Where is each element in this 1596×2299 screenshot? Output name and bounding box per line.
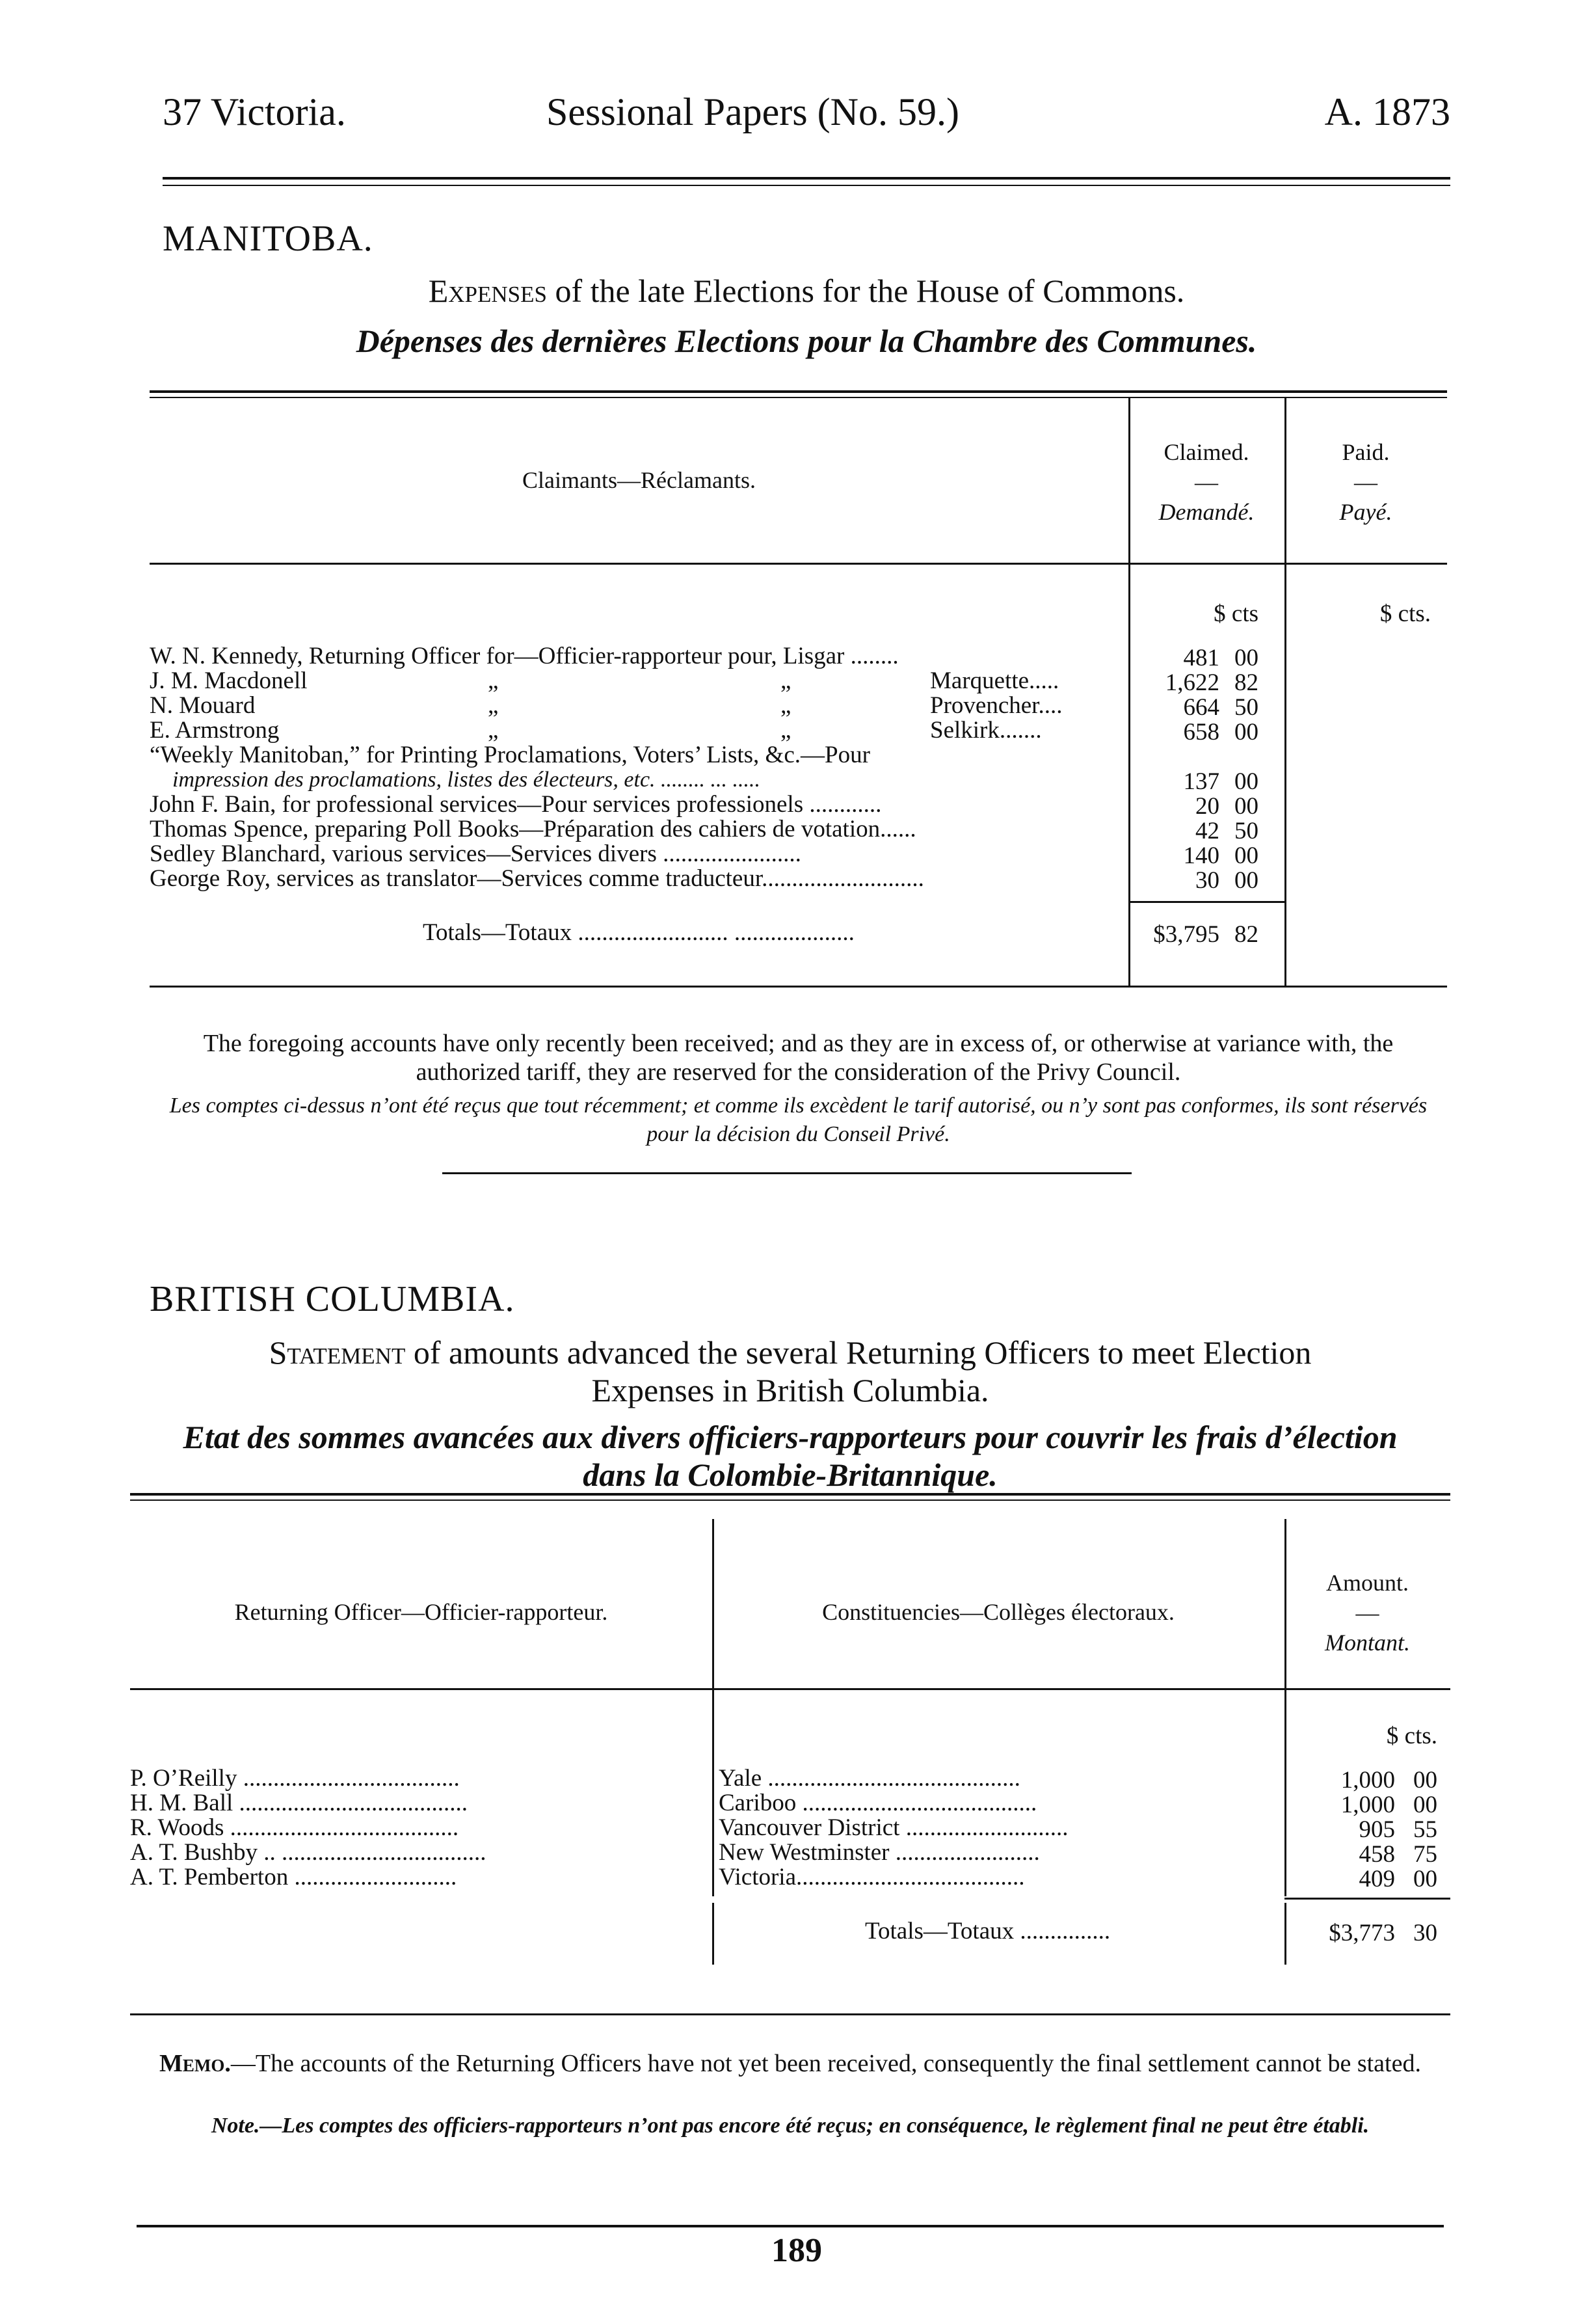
amount-dollars: 1,622 xyxy=(1165,669,1219,696)
totals-dollars: $3,773 xyxy=(1329,1920,1395,1946)
constituency: Cariboo xyxy=(719,1790,797,1816)
totals-dollars: $3,795 xyxy=(1153,921,1219,948)
claimant: Sedley Blanchard, various services—Services divers xyxy=(150,840,657,867)
claimant: John F. Bain, for professional services—Pour services professionels xyxy=(150,791,804,818)
col-claimed xyxy=(1128,437,1284,527)
col-constituencies xyxy=(712,1597,1284,1627)
table-row: H. M. Ball ...................................... xyxy=(130,1790,468,1816)
place: Marquette xyxy=(930,667,1030,694)
place: Provencher xyxy=(930,692,1039,719)
manitoba-title: MANITOBA. xyxy=(163,219,373,259)
table-row: A. T. Bushby .. .................................. xyxy=(130,1839,486,1866)
amount-cents: 75 xyxy=(1413,1841,1437,1868)
amount-dollars: 905 xyxy=(1359,1816,1395,1843)
table-top-rule xyxy=(130,1493,1450,1496)
place: Lisgar xyxy=(782,643,845,669)
table-bottom-rule xyxy=(150,986,1447,988)
amount-dollars: 140 xyxy=(1183,842,1219,869)
bc-subtitle-rest1: of amounts advanced the several Returning Officers to meet Election xyxy=(413,1334,1312,1371)
manitoba-subtitle-rest: of the late Elections for the House of Commons. xyxy=(555,273,1185,309)
amount-cents: 00 xyxy=(1234,719,1258,746)
col-paid-label: Paid. xyxy=(1342,439,1390,465)
paid-units: $ cts. xyxy=(1379,600,1431,627)
manitoba-table xyxy=(150,390,1447,989)
footer-rule xyxy=(137,2225,1444,2227)
amount-cents: 82 xyxy=(1234,669,1258,696)
header-center: Sessional Papers (No. 59.) xyxy=(546,90,959,133)
ditto-mark: „ xyxy=(780,692,791,719)
place: Selkirk xyxy=(930,717,1000,744)
officer: H. M. Ball xyxy=(130,1790,233,1816)
table-row: A. T. Pemberton ........................... xyxy=(130,1864,457,1890)
ditto-mark: „ xyxy=(488,692,499,719)
manitoba-subtitle-en xyxy=(163,272,1450,310)
header-rule-2 xyxy=(163,185,1450,186)
amount-dollars: 137 xyxy=(1183,768,1219,795)
table-row-continuation: impression des proclamations, listes des électeurs, etc. ........ ... ..... xyxy=(172,768,761,792)
bc-memo-fr: Note.—Les comptes des officiers-rapporteurs n’ont pas encore été reçus; en conséquence, le règlement final ne peut être établi. xyxy=(211,2114,1370,2138)
table-row xyxy=(150,743,870,768)
table-row: P. O’Reilly .................................... xyxy=(130,1765,460,1792)
amount-cents: 50 xyxy=(1234,818,1258,844)
ditto-mark: „ xyxy=(488,667,499,694)
claimant: N. Mouard xyxy=(150,692,256,719)
amount-cents: 55 xyxy=(1413,1816,1437,1843)
amount-dollars: 481 xyxy=(1183,645,1219,671)
table-top-rule-2 xyxy=(130,1499,1450,1501)
claimant-continuation: impression des proclamations, listes des électeurs, etc. xyxy=(172,768,656,792)
totals-rule xyxy=(1128,901,1284,903)
amount-cents: 50 xyxy=(1234,694,1258,721)
manitoba-subtitle-cap: Expenses xyxy=(428,273,547,309)
header-rule xyxy=(163,177,1450,180)
ditto-mark: „ xyxy=(488,717,499,744)
claimed-units: $ cts xyxy=(1214,600,1258,627)
claimant: Thomas Spence, preparing Poll Books—Préparation des cahiers de votation xyxy=(150,816,881,842)
col-officer xyxy=(130,1597,712,1627)
table-row: John F. Bain, for professional services—Pour services professionels ............ xyxy=(150,791,882,818)
ditto-mark: „ xyxy=(780,717,791,744)
totals-rule xyxy=(1284,1898,1450,1900)
table-row: Thomas Spence, preparing Poll Books—Préparation des cahiers de votation...... xyxy=(150,816,916,842)
table-head-rule xyxy=(150,563,1447,565)
table-head-rule xyxy=(130,1688,1450,1690)
constituency: Victoria xyxy=(719,1864,797,1890)
manitoba-note-en: The foregoing accounts have only recently been received; and as they are in excess of, or otherwise at variance with, the authorized tariff, they are reserved for the consideration of the Privy Council. xyxy=(203,1030,1394,1086)
col-claimed-label: Claimed. xyxy=(1164,439,1249,465)
officer: P. O’Reilly xyxy=(130,1765,237,1792)
memo-text: —The accounts of the Returning Officers have not yet been received, consequently the final settlement cannot be stated. xyxy=(230,2050,1421,2077)
claimant: J. M. Macdonell xyxy=(150,667,308,694)
bc-subtitle-cap: Statement xyxy=(269,1334,406,1371)
col-claimants-label: Claimants—Réclamants. xyxy=(522,467,756,493)
bc-memo-en xyxy=(130,2049,1450,2078)
amount-dollars: 1,000 xyxy=(1340,1767,1395,1794)
amount-units: $ cts. xyxy=(1386,1723,1437,1749)
claimant: E. Armstrong xyxy=(150,717,280,744)
page-number: 189 xyxy=(771,2232,822,2269)
table-row: Victoria...................................... xyxy=(719,1864,1025,1890)
col-amount xyxy=(1284,1568,1450,1658)
claimant: George Roy, services as translator—Services comme traducteur xyxy=(150,865,762,892)
amount-cents: 00 xyxy=(1413,1792,1437,1818)
header-left: 37 Victoria. xyxy=(163,90,346,133)
table-row: George Roy, services as translator—Services comme traducteur........................... xyxy=(150,865,924,892)
totals-label: Totals—Totaux xyxy=(423,919,572,946)
table-row: E. Armstrong „ „ Selkirk....... xyxy=(150,717,1042,744)
ditto-mark: „ xyxy=(780,667,791,694)
amount-dollars: 20 xyxy=(1195,793,1219,820)
amount-dollars: 30 xyxy=(1195,867,1219,894)
constituency: Yale xyxy=(719,1765,762,1792)
amount-cents: 00 xyxy=(1234,867,1258,894)
amount-cents: 00 xyxy=(1413,1866,1437,1892)
amount-cents: 00 xyxy=(1234,645,1258,671)
bc-subtitle-fr xyxy=(130,1418,1450,1494)
header-right: A. 1873 xyxy=(1324,90,1450,133)
officer: A. T. Pemberton xyxy=(130,1864,289,1890)
totals-cents: 30 xyxy=(1413,1920,1437,1946)
col-divider-2-lower xyxy=(1284,1903,1286,1965)
running-header xyxy=(163,90,1450,142)
table-row: Sedley Blanchard, various services—Services divers ....................... xyxy=(150,840,801,867)
col-amount-fr: Montant. xyxy=(1325,1630,1410,1656)
totals-cents: 82 xyxy=(1234,921,1258,948)
table-row: N. Mouard „ „ Provencher.... xyxy=(150,692,1063,719)
amount-dollars: 658 xyxy=(1183,719,1219,746)
col-officer-label: Returning Officer—Officier-rapporteur. xyxy=(234,1599,608,1625)
col-amount-dash: — xyxy=(1355,1600,1379,1626)
totals-row: Totals—Totaux ......................... .................... xyxy=(423,919,855,946)
bc-subtitle-fr1: Etat des sommes avancées aux divers officiers-rapporteurs pour couvrir les frais d’élection xyxy=(183,1419,1398,1455)
col-claimants xyxy=(150,465,1128,495)
section-divider xyxy=(442,1172,1132,1174)
bc-subtitle-rest2: Expenses in British Columbia. xyxy=(591,1372,989,1408)
amount-cents: 00 xyxy=(1234,842,1258,869)
constituency: Vancouver District xyxy=(719,1814,900,1841)
table-top-rule-2 xyxy=(150,397,1447,398)
amount-dollars: 1,000 xyxy=(1340,1792,1395,1818)
totals-label: Totals—Totaux xyxy=(865,1918,1015,1944)
manitoba-subtitle-fr: Dépenses des dernières Elections pour la Chambre des Communes. xyxy=(356,323,1257,359)
bc-subtitle-fr2: dans la Colombie-Britannique. xyxy=(583,1457,998,1493)
bc-title: BRITISH COLUMBIA. xyxy=(150,1279,515,1319)
col-amount-label: Amount. xyxy=(1325,1570,1409,1596)
bc-subtitle-en xyxy=(130,1334,1450,1409)
amount-dollars: 409 xyxy=(1359,1866,1395,1892)
bc-table xyxy=(130,1493,1450,2000)
table-row: Yale .......................................... xyxy=(719,1765,1020,1792)
table-top-rule xyxy=(150,390,1447,393)
bc-bottom-rule xyxy=(130,2013,1450,2015)
amount-cents: 00 xyxy=(1234,793,1258,820)
table-row: New Westminster ........................ xyxy=(719,1839,1040,1866)
col-paid-dash: — xyxy=(1354,469,1377,495)
amount-cents: 00 xyxy=(1413,1767,1437,1794)
col-claimed-fr: Demandé. xyxy=(1158,499,1255,525)
col-claimed-dash: — xyxy=(1195,469,1218,495)
claimant: “Weekly Manitoban,” for Printing Proclamations, Voters’ Lists, &c.—Pour xyxy=(150,742,870,768)
table-row: Cariboo ....................................... xyxy=(719,1790,1037,1816)
table-row: W. N. Kennedy, Returning Officer for—Officier-rapporteur pour, Lisgar ........ xyxy=(150,643,899,669)
totals-row: Totals—Totaux ............... xyxy=(865,1918,1111,1944)
memo-cap: Memo. xyxy=(159,2050,231,2077)
col-divider-1-lower xyxy=(712,1903,714,1965)
table-row: R. Woods ...................................... xyxy=(130,1814,459,1841)
col-constituencies-label: Constituencies—Collèges électoraux. xyxy=(822,1599,1175,1625)
amount-dollars: 458 xyxy=(1359,1841,1395,1868)
constituency: New Westminster xyxy=(719,1839,890,1866)
manitoba-note-fr: Les comptes ci-dessus n’ont été reçus que tout récemment; et comme ils excèdent le tarif autorisé, ou n’y sont pas conformes, ils sont réservés pour la décision du Conseil Privé. xyxy=(169,1094,1428,1146)
officer: R. Woods xyxy=(130,1814,224,1841)
table-row: Vancouver District ........................... xyxy=(719,1814,1069,1841)
claimant: W. N. Kennedy, Returning Officer for—Officier-rapporteur pour, xyxy=(150,643,777,669)
amount-dollars: 42 xyxy=(1195,818,1219,844)
col-paid xyxy=(1284,437,1447,527)
col-divider-1 xyxy=(712,1519,714,1896)
officer: A. T. Bushby xyxy=(130,1839,258,1866)
col-paid-fr: Payé. xyxy=(1339,499,1392,525)
table-row: J. M. Macdonell „ „ Marquette..... xyxy=(150,667,1059,694)
amount-dollars: 664 xyxy=(1183,694,1219,721)
amount-cents: 00 xyxy=(1234,768,1258,795)
